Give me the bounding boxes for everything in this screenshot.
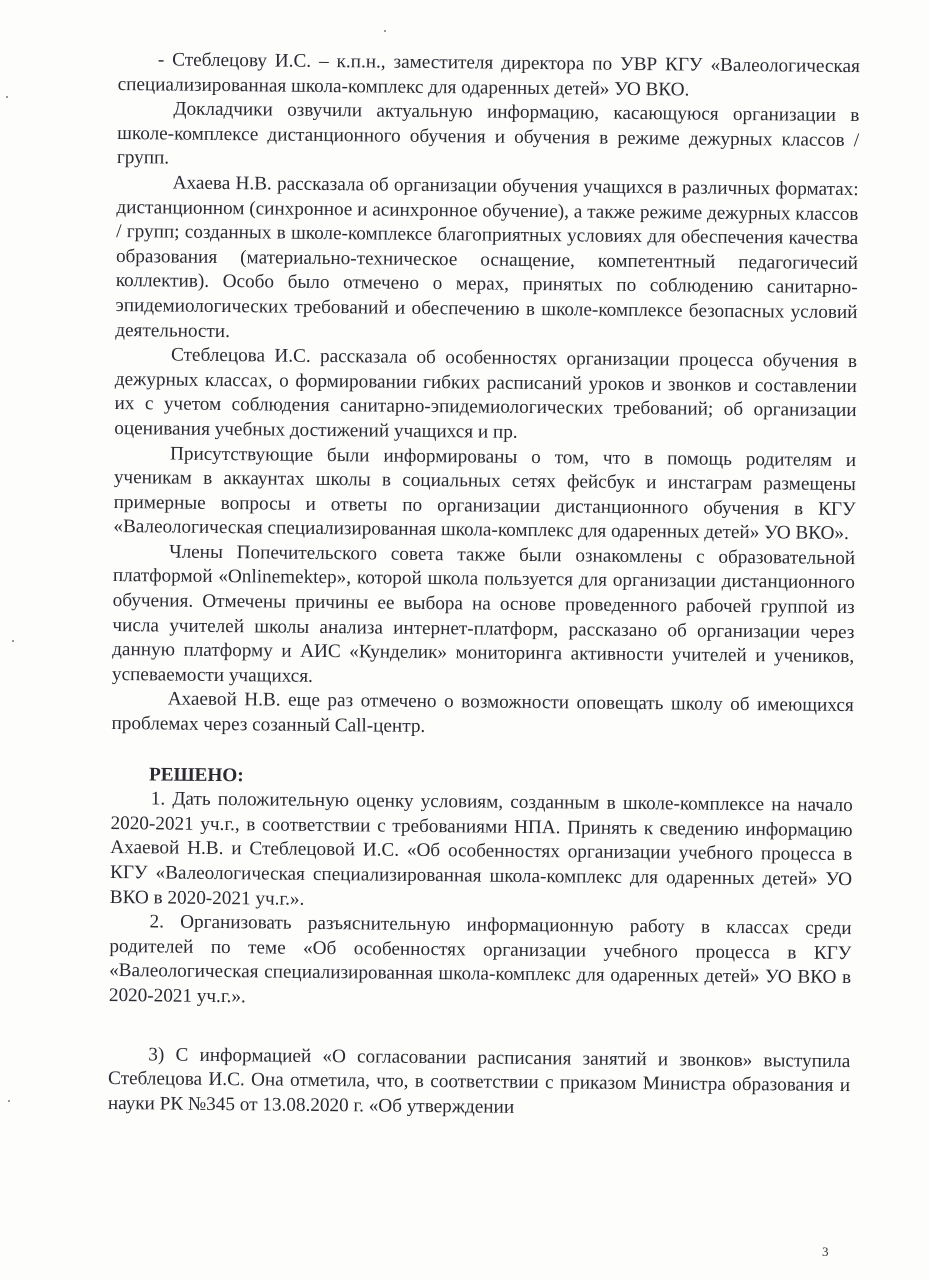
decision-heading-colon: :: [237, 764, 244, 786]
decision-item-1: 1. Дать положительную оценку условиям, созданным в школе-комплексе на начало 2020-2021 уч.г., в соответствии с требованиями НПА. Принять к сведению информацию Ахаевой Н.В. и Стеблецовой И.С. «Об особенностях организации учебного процесса в КГУ «Валеологическая специализированная школа-комплекс для одаренных детей» УО ВКО в 2020-2021 уч.г.».: [109, 788, 853, 910]
paragraph-call-center: Ахаевой Н.В. еще раз отмечено о возможности оповещать школу об имеющихся проблемах через созанный Call-центр.: [111, 688, 854, 738]
paragraph-attendee-steblecova: - Стеблецову И.С. – к.п.н., заместителя директора по УВР КГУ «Валеологическая специализированная школа-комплекс для одаренных детей» УО ВКО.: [117, 49, 860, 101]
decision-item-2: 2. Организовать разъяснительную информационную работу в классах среди родителей по теме «Об особенностях организации учебного процесса в КГУ «Валеологическая специализированная школа-комплекс для одаренных детей» УО ВКО в 2020-2021 уч.г.».: [108, 911, 852, 1008]
paragraph-social-media-info: Присутствующие были информированы о том, что в помощь родителям и ученикам в аккаунтах школы в социальных сетях фейсбук и инстаграм размещены примерные вопросы и ответы по организации дистанционного обучения в КГУ «Валеологическая специализированная школа-комплекс для одаренных детей» УО ВКО».: [113, 443, 857, 545]
paragraph-onlinemektep-platform: Члены Попечительского совета также были ознакомлены с образовательной платформой «Onlinemektep», которой школа пользуется для организации дистанционного обучения. Отмечены причины ее выбора на основе проведенного рабочей группой из числа учителей школы анализа интернет-платформ, рассказано об организации через данную платформу и АИС «Кунделик» мониторинга активности учителей и учеников, успеваемости учащихся.: [111, 541, 856, 687]
paragraph-speakers-summary: Докладчики озвучили актуальную информацию, касающуюся организации в школе-комплексе дистанционного обучения и обучения в режиме дежурных классов / групп.: [116, 98, 860, 169]
paragraph-steblecova-report: Стеблецова И.С. рассказала об особенностях организации процесса обучения в дежурных классах, о формировании гибких расписаний уроков и звонков и составлении их с учетом соблюдения санитарно-эпидемиологических требований; об организации оценивания учебных достижений учащихся и пр.: [114, 344, 858, 443]
page-number: 3: [822, 1244, 829, 1259]
decision-heading-text: РЕШЕНО: [148, 763, 238, 786]
paragraph-akhaeva-report: Ахаева Н.В. рассказала об организации обучения учащихся в различных форматах: дистанционном (синхронное и асинхронное обучение), а также режиме дежурных классов / групп; созданных в школе-комплексе благоприятных условиях для обеспечения качества образования (материально-техническое оснащение, компетентный педагогичесий коллектив). Особо было отмечено о мерах, принятых по соблюдению санитарно-эпидемиологических требований и обеспечению в школе-комплексе безопасных условий деятельности.: [115, 172, 859, 342]
document-body: [108, 48, 860, 1123]
agenda-item-3: 3) С информацией «О согласовании расписания занятий и звонков» выступила Стеблецова И.С. Она отметила, что, в соответствии с приказом Министра образования и науки РК №345 от 13.08.2020 г. «Об утверждении: [107, 1043, 851, 1118]
scan-speck: [12, 640, 14, 642]
scan-speck: [6, 96, 8, 98]
scan-speck: [8, 1100, 10, 1102]
scan-speck: [384, 30, 386, 32]
